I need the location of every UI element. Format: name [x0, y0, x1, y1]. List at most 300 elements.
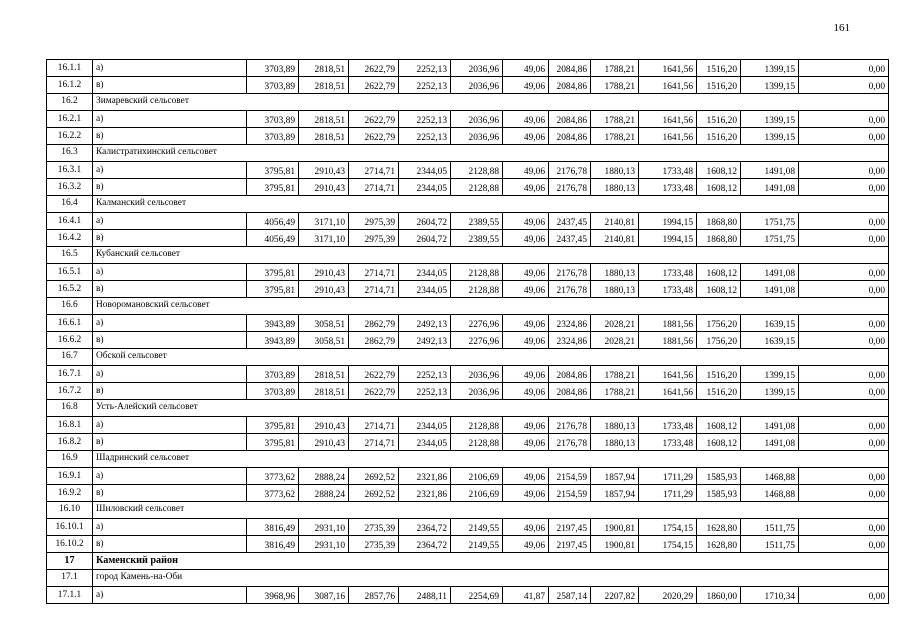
row-number: 16.6	[47, 298, 93, 315]
value-cell: 2252,13	[399, 60, 451, 77]
value-cell: 2862,79	[349, 332, 399, 349]
value-cell: 49,06	[503, 434, 549, 451]
value-cell: 1468,88	[741, 468, 799, 485]
value-cell: 3816,49	[247, 519, 299, 536]
value-cell: 0,00	[799, 468, 889, 485]
value-cell: 1711,29	[639, 485, 697, 502]
value-cell: 1628,80	[697, 536, 741, 553]
value-cell: 1733,48	[639, 434, 697, 451]
value-cell: 1788,21	[591, 77, 639, 94]
value-cell: 3703,89	[247, 128, 299, 145]
value-cell: 1788,21	[591, 128, 639, 145]
value-cell: 2128,88	[451, 179, 503, 196]
value-cell: 1994,15	[639, 230, 697, 247]
value-cell: 1608,12	[697, 281, 741, 298]
value-cell: 2818,51	[299, 111, 349, 128]
value-cell: 2020,29	[639, 586, 697, 603]
value-cell: 3816,49	[247, 536, 299, 553]
value-cell: 0,00	[799, 230, 889, 247]
value-cell: 1880,13	[591, 179, 639, 196]
value-cell: 2084,86	[549, 383, 591, 400]
row-label: в)	[93, 434, 247, 451]
value-cell: 2176,78	[549, 264, 591, 281]
value-cell: 2084,86	[549, 128, 591, 145]
section-name: Новоромановский сельсовет	[93, 298, 889, 315]
value-cell: 49,06	[503, 60, 549, 77]
value-cell: 1516,20	[697, 366, 741, 383]
value-cell: 1880,13	[591, 434, 639, 451]
value-cell: 2910,43	[299, 434, 349, 451]
value-cell: 2735,39	[349, 519, 399, 536]
value-cell: 2084,86	[549, 77, 591, 94]
table-row	[47, 281, 889, 298]
table-row	[47, 128, 889, 145]
value-cell: 2176,78	[549, 162, 591, 179]
row-number: 16.9	[47, 451, 93, 468]
value-cell: 3968,96	[247, 586, 299, 603]
row-label: в)	[93, 230, 247, 247]
row-label: а)	[93, 111, 247, 128]
value-cell: 1399,15	[741, 111, 799, 128]
value-cell: 2437,45	[549, 230, 591, 247]
row-number: 16.6.1	[47, 315, 93, 332]
table-row	[47, 519, 889, 536]
row-number: 16.6.2	[47, 332, 93, 349]
row-number: 16.7.2	[47, 383, 93, 400]
row-number: 16.5.2	[47, 281, 93, 298]
value-cell: 3773,62	[247, 468, 299, 485]
value-cell: 2389,55	[451, 230, 503, 247]
value-cell: 3773,62	[247, 485, 299, 502]
value-cell: 2714,71	[349, 264, 399, 281]
value-cell: 0,00	[799, 111, 889, 128]
value-cell: 2364,72	[399, 536, 451, 553]
row-number: 16.4.2	[47, 230, 93, 247]
row-label: а)	[93, 417, 247, 434]
value-cell: 41,87	[503, 586, 549, 603]
row-number: 16.10.2	[47, 536, 93, 553]
value-cell: 2818,51	[299, 77, 349, 94]
value-cell: 2321,86	[399, 468, 451, 485]
value-cell: 2176,78	[549, 281, 591, 298]
value-cell: 1711,29	[639, 468, 697, 485]
value-cell: 2714,71	[349, 179, 399, 196]
value-cell: 0,00	[799, 519, 889, 536]
table-row	[47, 332, 889, 349]
value-cell: 2128,88	[451, 264, 503, 281]
section-name: Зимаревский сельсовет	[93, 94, 889, 111]
row-label: а)	[93, 586, 247, 603]
value-cell: 1628,80	[697, 519, 741, 536]
value-cell: 2975,39	[349, 230, 399, 247]
value-cell: 1860,00	[697, 586, 741, 603]
value-cell: 2128,88	[451, 417, 503, 434]
table-row	[47, 383, 889, 400]
value-cell: 49,06	[503, 366, 549, 383]
row-number: 16.1.1	[47, 60, 93, 77]
value-cell: 2910,43	[299, 417, 349, 434]
value-cell: 0,00	[799, 586, 889, 603]
value-cell: 2106,69	[451, 468, 503, 485]
row-number: 16.9.2	[47, 485, 93, 502]
row-label: а)	[93, 60, 247, 77]
value-cell: 2818,51	[299, 366, 349, 383]
value-cell: 1468,88	[741, 485, 799, 502]
value-cell: 2818,51	[299, 60, 349, 77]
value-cell: 1491,08	[741, 264, 799, 281]
value-cell: 2857,76	[349, 586, 399, 603]
value-cell: 0,00	[799, 383, 889, 400]
value-cell: 1608,12	[697, 434, 741, 451]
value-cell: 0,00	[799, 213, 889, 230]
row-label: в)	[93, 179, 247, 196]
value-cell: 2492,13	[399, 315, 451, 332]
row-label: в)	[93, 485, 247, 502]
value-cell: 0,00	[799, 179, 889, 196]
table-body	[47, 60, 889, 604]
value-cell: 2252,13	[399, 383, 451, 400]
section-name: Калистратихинский сельсовет	[93, 145, 889, 162]
table-row	[47, 315, 889, 332]
value-cell: 1756,20	[697, 332, 741, 349]
value-cell: 3943,89	[247, 332, 299, 349]
value-cell: 1857,94	[591, 485, 639, 502]
value-cell: 1733,48	[639, 162, 697, 179]
value-cell: 1881,56	[639, 315, 697, 332]
value-cell: 2084,86	[549, 366, 591, 383]
value-cell: 3795,81	[247, 179, 299, 196]
value-cell: 1608,12	[697, 162, 741, 179]
value-cell: 4056,49	[247, 230, 299, 247]
value-cell: 0,00	[799, 162, 889, 179]
value-cell: 2106,69	[451, 485, 503, 502]
value-cell: 2344,05	[399, 179, 451, 196]
row-number: 16.5	[47, 247, 93, 264]
value-cell: 1585,93	[697, 468, 741, 485]
value-cell: 49,06	[503, 468, 549, 485]
value-cell: 1399,15	[741, 128, 799, 145]
row-number: 16.7	[47, 349, 93, 366]
value-cell: 49,06	[503, 281, 549, 298]
value-cell: 2276,96	[451, 332, 503, 349]
value-cell: 2714,71	[349, 162, 399, 179]
row-number: 16.8	[47, 400, 93, 417]
row-number: 17.1	[47, 570, 93, 587]
value-cell: 2975,39	[349, 213, 399, 230]
value-cell: 3795,81	[247, 417, 299, 434]
value-cell: 1511,75	[741, 536, 799, 553]
section-name: Усть-Алейский сельсовет	[93, 400, 889, 417]
value-cell: 2344,05	[399, 434, 451, 451]
value-cell: 2692,52	[349, 485, 399, 502]
value-cell: 1857,94	[591, 468, 639, 485]
value-cell: 2818,51	[299, 128, 349, 145]
value-cell: 3703,89	[247, 383, 299, 400]
value-cell: 1751,75	[741, 230, 799, 247]
value-cell: 49,06	[503, 111, 549, 128]
section-name: Кубанский сельсовет	[93, 247, 889, 264]
row-number: 16.8.2	[47, 434, 93, 451]
row-number: 17.1.1	[47, 586, 93, 603]
value-cell: 2128,88	[451, 162, 503, 179]
value-cell: 3087,16	[299, 586, 349, 603]
value-cell: 1491,08	[741, 179, 799, 196]
section-name: Калманский сельсовет	[93, 196, 889, 213]
row-number: 16.4.1	[47, 213, 93, 230]
value-cell: 49,06	[503, 315, 549, 332]
value-cell: 2622,79	[349, 77, 399, 94]
value-cell: 2149,55	[451, 536, 503, 553]
row-number: 16.3.1	[47, 162, 93, 179]
row-number: 16.10.1	[47, 519, 93, 536]
page-number: 161	[833, 22, 850, 34]
value-cell: 1900,81	[591, 519, 639, 536]
table-row	[47, 586, 889, 603]
value-cell: 0,00	[799, 485, 889, 502]
value-cell: 2344,05	[399, 281, 451, 298]
value-cell: 1880,13	[591, 162, 639, 179]
value-cell: 2910,43	[299, 281, 349, 298]
row-number: 16.2.2	[47, 128, 93, 145]
value-cell: 1399,15	[741, 366, 799, 383]
value-cell: 1868,80	[697, 230, 741, 247]
value-cell: 1516,20	[697, 383, 741, 400]
table-row	[47, 468, 889, 485]
value-cell: 2587,14	[549, 586, 591, 603]
value-cell: 2437,45	[549, 213, 591, 230]
table-row	[47, 60, 889, 77]
value-cell: 2154,59	[549, 468, 591, 485]
value-cell: 1880,13	[591, 264, 639, 281]
value-cell: 0,00	[799, 128, 889, 145]
value-cell: 1491,08	[741, 281, 799, 298]
value-cell: 1608,12	[697, 179, 741, 196]
value-cell: 1733,48	[639, 179, 697, 196]
value-cell: 0,00	[799, 536, 889, 553]
value-cell: 1994,15	[639, 213, 697, 230]
value-cell: 2252,13	[399, 366, 451, 383]
value-cell: 1608,12	[697, 417, 741, 434]
row-label: в)	[93, 128, 247, 145]
value-cell: 2252,13	[399, 111, 451, 128]
tariff-table	[46, 59, 889, 604]
section-header-row	[47, 298, 889, 315]
value-cell: 4056,49	[247, 213, 299, 230]
value-cell: 2254,69	[451, 586, 503, 603]
value-cell: 0,00	[799, 264, 889, 281]
value-cell: 1641,56	[639, 383, 697, 400]
section-header-row	[47, 94, 889, 111]
value-cell: 2622,79	[349, 366, 399, 383]
value-cell: 2176,78	[549, 179, 591, 196]
value-cell: 49,06	[503, 332, 549, 349]
value-cell: 1751,75	[741, 213, 799, 230]
value-cell: 49,06	[503, 77, 549, 94]
value-cell: 49,06	[503, 417, 549, 434]
value-cell: 49,06	[503, 519, 549, 536]
value-cell: 2149,55	[451, 519, 503, 536]
value-cell: 1881,56	[639, 332, 697, 349]
value-cell: 2910,43	[299, 264, 349, 281]
row-label: в)	[93, 536, 247, 553]
table-row	[47, 179, 889, 196]
row-number: 16.1.2	[47, 77, 93, 94]
value-cell: 49,06	[503, 485, 549, 502]
value-cell: 1868,80	[697, 213, 741, 230]
value-cell: 2344,05	[399, 264, 451, 281]
value-cell: 1754,15	[639, 519, 697, 536]
value-cell: 0,00	[799, 60, 889, 77]
table-row	[47, 213, 889, 230]
value-cell: 1516,20	[697, 128, 741, 145]
value-cell: 1585,93	[697, 485, 741, 502]
row-label: в)	[93, 281, 247, 298]
row-label: в)	[93, 383, 247, 400]
value-cell: 2036,96	[451, 366, 503, 383]
value-cell: 2910,43	[299, 179, 349, 196]
value-cell: 1641,56	[639, 60, 697, 77]
value-cell: 1399,15	[741, 60, 799, 77]
section-header-row	[47, 502, 889, 519]
row-label: а)	[93, 315, 247, 332]
value-cell: 49,06	[503, 264, 549, 281]
section-name: город Камень-на-Оби	[93, 570, 889, 587]
value-cell: 2622,79	[349, 128, 399, 145]
value-cell: 2735,39	[349, 536, 399, 553]
row-number: 16.4	[47, 196, 93, 213]
section-header-row	[47, 145, 889, 162]
value-cell: 49,06	[503, 536, 549, 553]
value-cell: 2028,21	[591, 315, 639, 332]
value-cell: 1608,12	[697, 264, 741, 281]
row-number: 16.5.1	[47, 264, 93, 281]
value-cell: 0,00	[799, 315, 889, 332]
value-cell: 1516,20	[697, 77, 741, 94]
value-cell: 3943,89	[247, 315, 299, 332]
value-cell: 2622,79	[349, 383, 399, 400]
table-row	[47, 111, 889, 128]
value-cell: 1639,15	[741, 315, 799, 332]
value-cell: 2036,96	[451, 383, 503, 400]
row-number: 16.8.1	[47, 417, 93, 434]
value-cell: 2344,05	[399, 162, 451, 179]
section-header-row	[47, 570, 889, 587]
value-cell: 3795,81	[247, 162, 299, 179]
section-header-row	[47, 349, 889, 366]
value-cell: 2692,52	[349, 468, 399, 485]
value-cell: 1754,15	[639, 536, 697, 553]
value-cell: 1491,08	[741, 417, 799, 434]
value-cell: 3703,89	[247, 111, 299, 128]
value-cell: 3058,51	[299, 332, 349, 349]
value-cell: 2389,55	[451, 213, 503, 230]
value-cell: 2931,10	[299, 519, 349, 536]
value-cell: 2176,78	[549, 434, 591, 451]
row-label: в)	[93, 332, 247, 349]
row-number: 16.7.1	[47, 366, 93, 383]
value-cell: 1900,81	[591, 536, 639, 553]
value-cell: 2931,10	[299, 536, 349, 553]
section-name: Обской сельсовет	[93, 349, 889, 366]
value-cell: 2276,96	[451, 315, 503, 332]
value-cell: 3795,81	[247, 264, 299, 281]
value-cell: 2622,79	[349, 60, 399, 77]
value-cell: 49,06	[503, 230, 549, 247]
value-cell: 0,00	[799, 366, 889, 383]
value-cell: 2154,59	[549, 485, 591, 502]
table-row	[47, 417, 889, 434]
row-number: 16.3	[47, 145, 93, 162]
value-cell: 0,00	[799, 281, 889, 298]
value-cell: 3703,89	[247, 366, 299, 383]
value-cell: 2207,82	[591, 586, 639, 603]
value-cell: 2910,43	[299, 162, 349, 179]
table-row	[47, 434, 889, 451]
value-cell: 0,00	[799, 434, 889, 451]
row-label: а)	[93, 366, 247, 383]
value-cell: 0,00	[799, 332, 889, 349]
value-cell: 1641,56	[639, 111, 697, 128]
value-cell: 2128,88	[451, 434, 503, 451]
value-cell: 1399,15	[741, 383, 799, 400]
value-cell: 2036,96	[451, 111, 503, 128]
value-cell: 2818,51	[299, 383, 349, 400]
section-header-row	[47, 247, 889, 264]
value-cell: 3171,10	[299, 230, 349, 247]
value-cell: 1788,21	[591, 366, 639, 383]
value-cell: 2622,79	[349, 111, 399, 128]
value-cell: 2714,71	[349, 417, 399, 434]
value-cell: 49,06	[503, 128, 549, 145]
value-cell: 2604,72	[399, 213, 451, 230]
value-cell: 2324,86	[549, 315, 591, 332]
value-cell: 1756,20	[697, 315, 741, 332]
row-label: в)	[93, 77, 247, 94]
section-header-row	[47, 400, 889, 417]
value-cell: 2197,45	[549, 536, 591, 553]
value-cell: 1641,56	[639, 128, 697, 145]
row-label: а)	[93, 213, 247, 230]
value-cell: 3795,81	[247, 434, 299, 451]
value-cell: 1491,08	[741, 434, 799, 451]
value-cell: 3703,89	[247, 60, 299, 77]
value-cell: 1733,48	[639, 417, 697, 434]
table-row	[47, 77, 889, 94]
row-number: 16.10	[47, 502, 93, 519]
value-cell: 2344,05	[399, 417, 451, 434]
value-cell: 0,00	[799, 77, 889, 94]
section-name: Шадринский сельсовет	[93, 451, 889, 468]
value-cell: 1788,21	[591, 383, 639, 400]
value-cell: 2492,13	[399, 332, 451, 349]
value-cell: 1733,48	[639, 281, 697, 298]
row-number: 17	[47, 553, 93, 570]
value-cell: 2140,81	[591, 230, 639, 247]
value-cell: 1788,21	[591, 60, 639, 77]
value-cell: 1641,56	[639, 366, 697, 383]
value-cell: 3703,89	[247, 77, 299, 94]
value-cell: 3795,81	[247, 281, 299, 298]
value-cell: 2488,11	[399, 586, 451, 603]
value-cell: 1516,20	[697, 111, 741, 128]
value-cell: 2888,24	[299, 485, 349, 502]
value-cell: 2036,96	[451, 60, 503, 77]
row-label: а)	[93, 264, 247, 281]
value-cell: 2888,24	[299, 468, 349, 485]
value-cell: 2084,86	[549, 111, 591, 128]
value-cell: 49,06	[503, 213, 549, 230]
value-cell: 3171,10	[299, 213, 349, 230]
